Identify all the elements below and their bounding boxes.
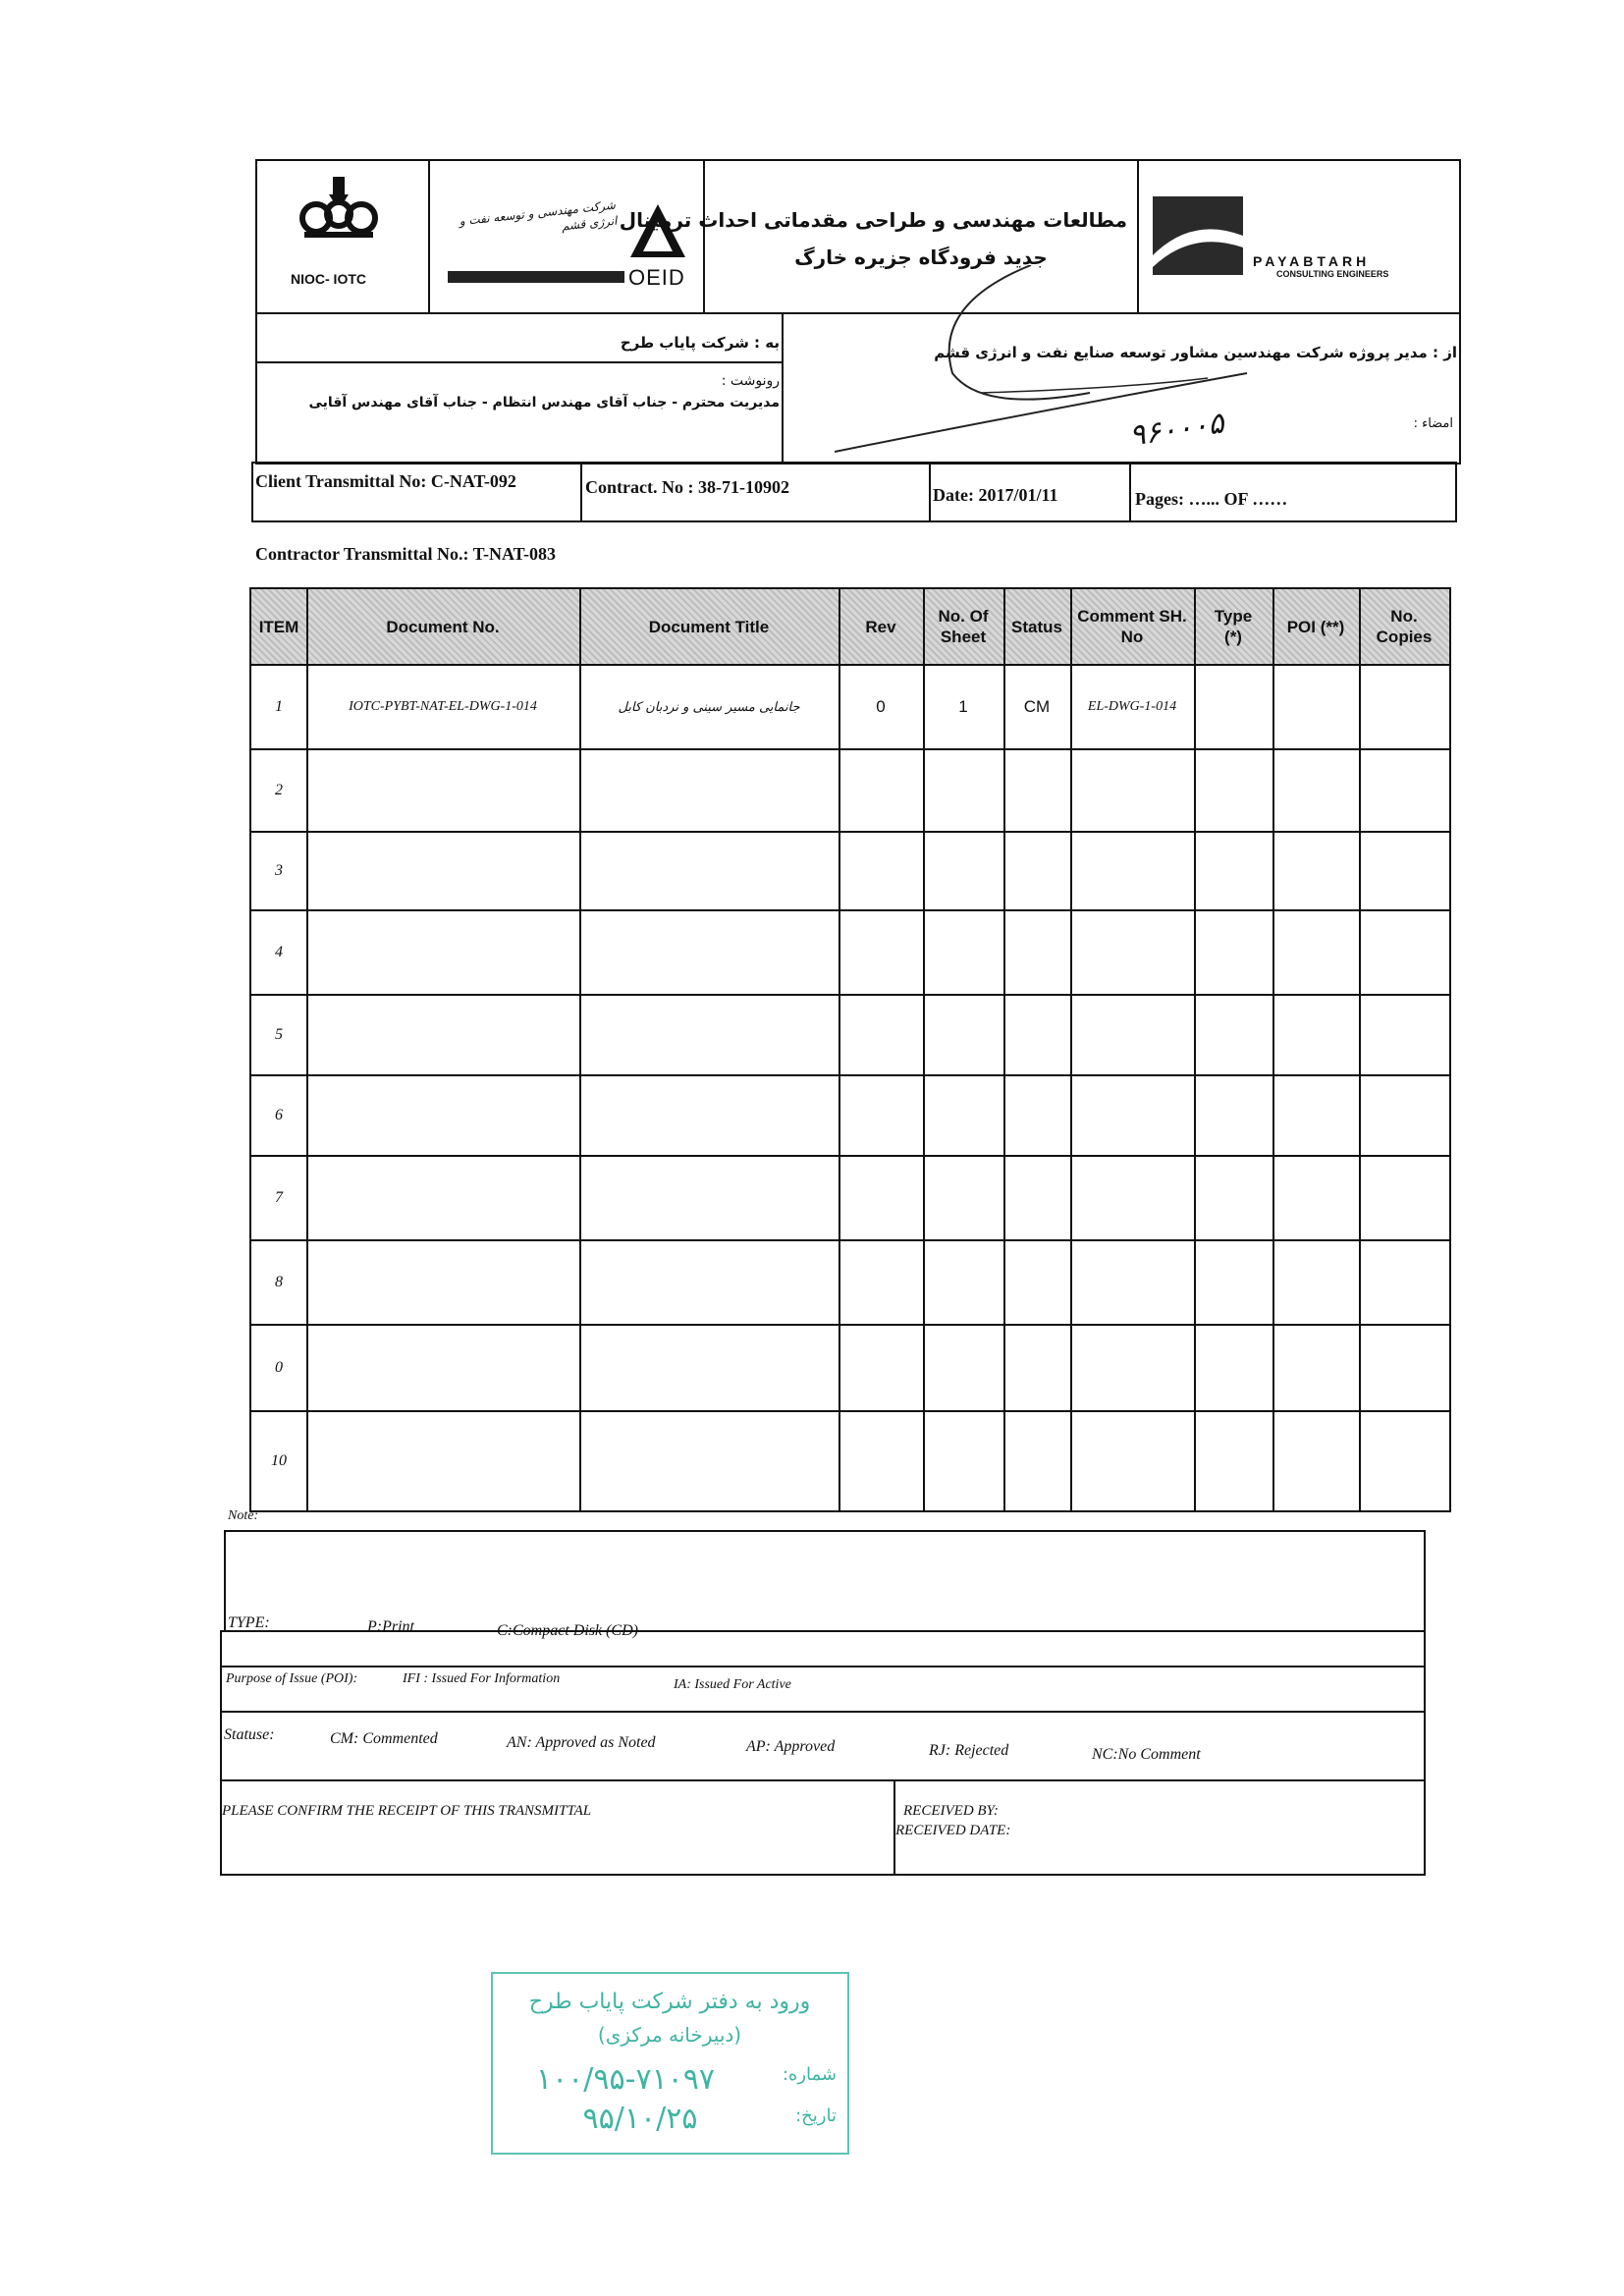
stamp-title: ورود به دفتر شرکت پایاب طرح bbox=[528, 1990, 811, 2014]
payabtarh-name: PAYABTARH bbox=[1253, 253, 1371, 269]
row-10-item: 10 bbox=[271, 1452, 287, 1469]
confirm-receipt-text: PLEASE CONFIRM THE RECEIPT OF THIS TRANSMITTAL bbox=[222, 1803, 592, 1819]
col-header-rev: Rev bbox=[839, 589, 923, 664]
signature-label: امضاء : bbox=[1413, 416, 1453, 431]
stamp-number-label: شماره: bbox=[782, 2064, 837, 2085]
col-header-no-of-sheet: No. Of Sheet bbox=[923, 589, 1003, 664]
project-title-line1: مطالعات مهندسی و طراحی مقدماتی احداث ترمینال bbox=[619, 208, 1127, 232]
transmittal-divider bbox=[580, 462, 582, 522]
col-header-type: Type (*) bbox=[1194, 589, 1272, 664]
row-line bbox=[249, 748, 1451, 750]
contract-no: Contract. No : 38-71-10902 bbox=[585, 477, 789, 497]
transmittal-divider bbox=[1129, 462, 1131, 522]
type-cd: C:Compact Disk (CD) bbox=[497, 1622, 638, 1639]
type-label: TYPE: bbox=[228, 1614, 270, 1631]
row-3-item: 3 bbox=[275, 862, 283, 879]
oeid-logo-text: OEID bbox=[628, 265, 685, 290]
status-nc: NC:No Comment bbox=[1092, 1746, 1201, 1763]
oeid-company-fa: شرکت مهندسی و توسعه نفت و انرژی قشم bbox=[459, 197, 619, 234]
row-1-copies bbox=[1359, 666, 1449, 748]
col-header-document-no: Document No. bbox=[306, 589, 579, 664]
col-header-poi: POI (**) bbox=[1272, 589, 1359, 664]
row-line bbox=[249, 1324, 1451, 1326]
status-rj: RJ: Rejected bbox=[929, 1742, 1009, 1759]
row-1-sheets: 1 bbox=[958, 697, 968, 716]
col-header-document-title: Document Title bbox=[579, 589, 839, 664]
row-1-comment: EL-DWG-1-014 bbox=[1087, 699, 1177, 714]
type-print: P:Print bbox=[367, 1618, 414, 1635]
receipt-stamp bbox=[491, 1972, 849, 2155]
client-transmittal-no: Client Transmittal No: C-NAT-092 bbox=[255, 471, 516, 491]
received-date: RECEIVED DATE: bbox=[895, 1823, 1011, 1838]
row-1-rev: 0 bbox=[876, 697, 886, 716]
stamp-number-value: ۱۰۰/۹۵-۷۱۰۹۷ bbox=[535, 2062, 716, 2097]
col-header-status: Status bbox=[1003, 589, 1070, 664]
row-5-item: 5 bbox=[275, 1026, 283, 1043]
row-1-item: 1 bbox=[275, 698, 283, 715]
status-cm: CM: Commented bbox=[330, 1730, 438, 1747]
row-line bbox=[249, 994, 1451, 996]
cc-value: مدیریت محترم - جناب آقای مهندس انتظام - جناب آقای مهندس آقایی bbox=[308, 395, 780, 410]
project-title-line2: جدید فرودگاه جزیره خارگ bbox=[794, 246, 1048, 269]
status-label: Statuse: bbox=[224, 1726, 275, 1743]
col-header-comment-sh-no: Comment SH. No bbox=[1070, 589, 1194, 664]
row-line bbox=[249, 1074, 1451, 1076]
row-2-item: 2 bbox=[275, 782, 283, 798]
row-9-item: 0 bbox=[275, 1359, 283, 1376]
poi-label: Purpose of Issue (POI): bbox=[226, 1671, 358, 1686]
col-header-item: ITEM bbox=[251, 589, 306, 664]
row-line bbox=[249, 1155, 1451, 1157]
status-ap: AP: Approved bbox=[746, 1738, 836, 1755]
poi-ia: IA: Issued For Active bbox=[674, 1677, 791, 1692]
contractor-transmittal-no: Contractor Transmittal No.: T-NAT-083 bbox=[255, 544, 556, 564]
row-line bbox=[249, 1410, 1451, 1412]
legend-rule bbox=[220, 1666, 1426, 1667]
nioc-logo bbox=[295, 175, 383, 244]
routing-rule bbox=[255, 361, 782, 363]
cc-label: رونوشت : bbox=[721, 373, 780, 389]
stamp-subtitle: (دبیرخانه مرکزی) bbox=[597, 2023, 742, 2047]
status-an: AN: Approved as Noted bbox=[507, 1734, 656, 1751]
row-1-title: جانمایی مسیر سینی و نردبان کابل bbox=[618, 699, 800, 715]
stamp-date-value: ۹۵/۱۰/۲۵ bbox=[582, 2102, 698, 2136]
to-field: به : شرکت پایاب طرح bbox=[620, 334, 780, 352]
row-line bbox=[249, 909, 1451, 911]
row-8-item: 8 bbox=[275, 1274, 283, 1290]
row-4-item: 4 bbox=[275, 944, 283, 960]
stamp-date-label: تاریخ: bbox=[795, 2105, 837, 2126]
nioc-logo-label: NIOC- IOTC bbox=[291, 271, 366, 287]
payabtarh-subtitle: CONSULTING ENGINEERS bbox=[1276, 269, 1389, 279]
received-by: RECEIVED BY: bbox=[903, 1803, 999, 1819]
note-label: Note: bbox=[228, 1508, 259, 1523]
payabtarh-logo-icon bbox=[1153, 196, 1243, 275]
row-1-poi bbox=[1272, 666, 1359, 748]
transmittal-divider bbox=[929, 462, 931, 522]
row-7-item: 7 bbox=[275, 1189, 283, 1206]
legend-rule bbox=[220, 1711, 1426, 1713]
row-line bbox=[249, 831, 1451, 833]
row-6-item: 6 bbox=[275, 1107, 283, 1123]
poi-ifi: IFI : Issued For Information bbox=[403, 1671, 561, 1686]
handwritten-number: ۹۶۰۰۰۵ bbox=[1127, 406, 1226, 454]
legend-rule bbox=[220, 1779, 1426, 1781]
routing-divider bbox=[782, 312, 784, 465]
oeid-banner bbox=[448, 271, 624, 283]
note-box bbox=[224, 1530, 1426, 1632]
col-header-no-copies: No. Copies bbox=[1359, 589, 1449, 664]
transmittal-date: Date: 2017/01/11 bbox=[933, 485, 1058, 505]
pages-field: Pages: …... OF …… bbox=[1135, 489, 1288, 509]
row-1-type bbox=[1194, 666, 1272, 748]
header-divider bbox=[703, 159, 705, 314]
row-line bbox=[249, 1239, 1451, 1241]
row-1-status: CM bbox=[1023, 697, 1051, 716]
row-1-doc-no: IOTC-PYBT-NAT-EL-DWG-1-014 bbox=[349, 699, 537, 714]
handwritten-signature bbox=[835, 265, 1384, 462]
header-divider bbox=[428, 159, 430, 314]
from-field: از : مدیر پروژه شرکت مهندسین مشاور توسعه صنایع نفت و انرژی قشم bbox=[934, 344, 1457, 361]
